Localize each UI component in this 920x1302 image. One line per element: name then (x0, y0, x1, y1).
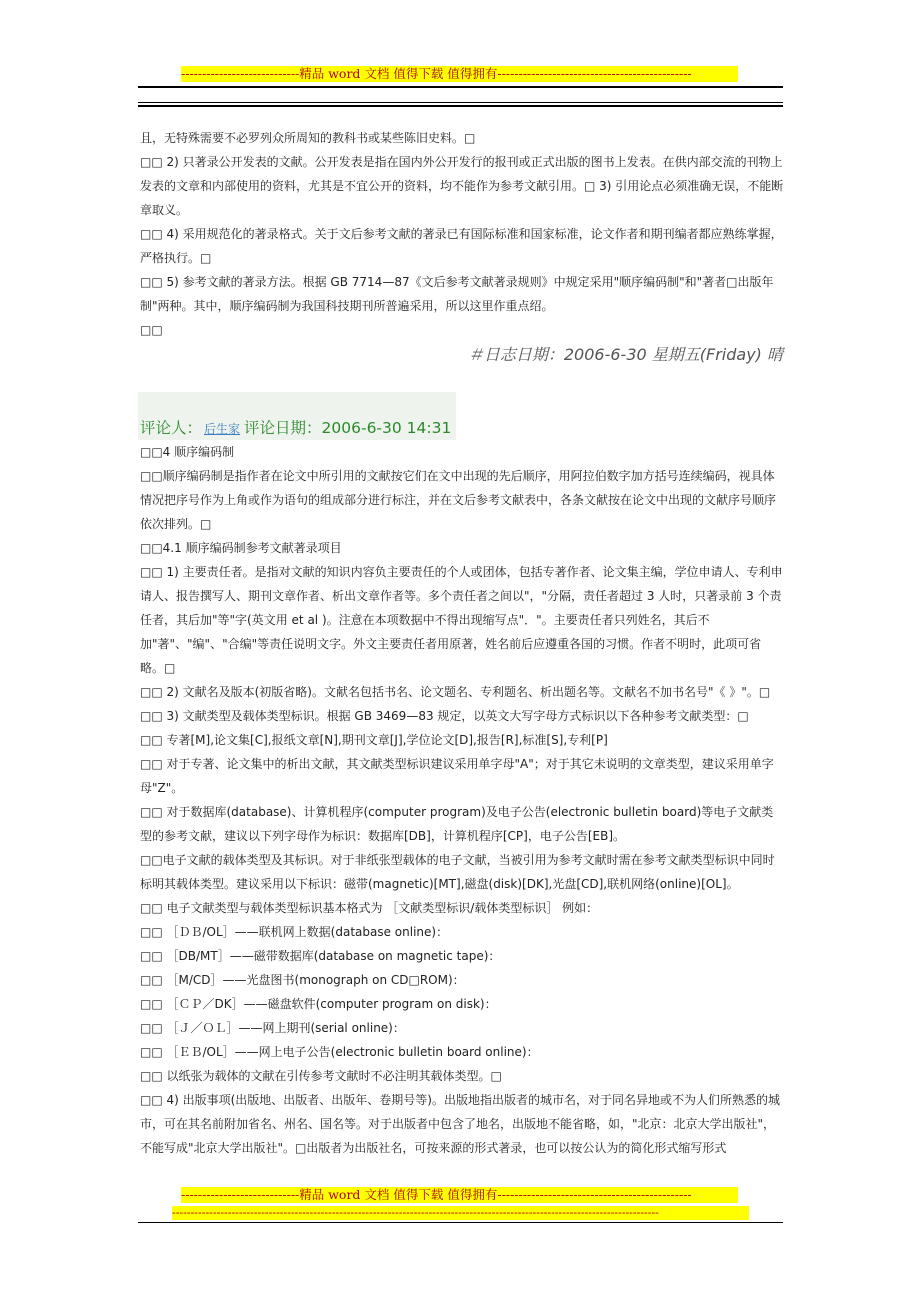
paragraph: □□ 专著[M],论文集[C],报纸文章[N],期刊文章[J],学位论文[D],报告[R],标准[S],专利[P] (140, 733, 608, 747)
paragraph: □□ 电子文献类型与载体类型标识基本格式为 ［文献类型标识/载体类型标识］ 例如： (140, 901, 599, 915)
journal-date: ＃日志日期：2006-6-30 星期五(Friday) 晴 (467, 345, 783, 364)
paragraph: □□ ［ＣＰ／DK］——磁盘软件(computer program on disk)： (140, 997, 497, 1011)
paragraph: □□电子文献的载体类型及其标识。对于非纸张型载体的电子文献，当被引用为参考文献时需在参考文献类型标识中同时标明其载体类型。建议采用以下标识：磁带(magnetic)[MT],磁盘(disk)[DK],光盘[CD],联机网络(online)[OL]。 (140, 853, 775, 891)
paragraph: □□ ［ＤＢ/OL］——联机网上数据(database online)： (140, 925, 449, 939)
comment-author-link[interactable]: 后生家 (204, 422, 241, 436)
paragraph: □□ 2) 只著录公开发表的文献。公开发表是指在国内外公开发行的报刊或正式出版的图书上发表。在供内部交流的刊物上发表的文章和内部使用的资料，尤其是不宜公开的资料，均不能作为参考文献引用。□ 3) 引用论点必须准确无误，不能断章取义。 (140, 155, 784, 217)
paragraph: □□ 对于专著、论文集中的析出文献，其文献类型标识建议采用单字母"A"；对于其它未说明的文章类型，建议采用单字母"Z"。 (140, 757, 774, 795)
paragraph: □□ ［DB/MT］——磁带数据库(database on magnetic tape)： (140, 949, 501, 963)
bottom-banner-dashes: ----------------------------------------------------------------------------------------------------------------------------------- (172, 1206, 749, 1220)
paragraph: □□ 5) 参考文献的著录方法。根据 GB 7714—87《文后参考文献著录规则》中规定采用"顺序编码制"和"著者□出版年制"两种。其中，顺序编码制为我国科技期刊所普遍采用，所以这里作重点绍。 (140, 275, 774, 313)
header-rule-double-2 (138, 105, 783, 107)
header-rule-double-1 (138, 102, 783, 103)
bottom-banner: ----------------------------精品 word 文档 值得下载 值得拥有---------------------------------------------- (181, 1187, 738, 1203)
paragraph: 且，无特殊需要不必罗列众所周知的教科书或某些陈旧史料。□ (140, 131, 476, 145)
paragraph: □□4.1 顺序编码制参考文献著录项目 (140, 541, 342, 555)
paragraph: □□ 对于数据库(database)、计算机程序(computer program)及电子公告(electronic bulletin board)等电子文献类型的参考文献，建议以下列字母作为标识：数据库[DB]，计算机程序[CP]，电子公告[EB]。 (140, 805, 774, 843)
paragraph: □□4 顺序编码制 (140, 445, 235, 459)
paragraph: □□ ［M/CD］——光盘图书(monograph on CD□ROM)： (140, 973, 465, 987)
comment-date: 评论日期：2006-6-30 14:31 (244, 419, 452, 437)
paragraph: □□ ［ＥＢ/OL］——网上电子公告(electronic bulletin board online)： (140, 1045, 539, 1059)
top-banner: ----------------------------精品 word 文档 值得下载 值得拥有---------------------------------------------- (181, 66, 738, 82)
paragraph: □□ 4) 采用规范化的著录格式。关于文后参考文献的著录已有国际标准和国家标准，论文作者和期刊编者都应熟练掌握，严格执行。□ (140, 227, 783, 265)
paragraph: □□ 2) 文献名及版本(初版省略)。文献名包括书名、论文题名、专利题名、析出题名等。文献名不加书名号"《 》"。□ (140, 685, 771, 699)
comment-header (140, 416, 780, 441)
comment-author-label: 评论人： (140, 419, 203, 437)
paragraph: □□ 3) 文献类型及载体类型标识。根据 GB 3469—83 规定，以英文大写字母方式标识以下各种参考文献类型：□ (140, 709, 749, 723)
header-rule-thick (138, 86, 783, 88)
paragraph: □□ 以纸张为载体的文献在引传参考文献时不必注明其载体类型。□ (140, 1069, 502, 1083)
paragraph: □□ (140, 323, 163, 337)
footer-rule (138, 1222, 783, 1223)
paragraph: □□ ［Ｊ／ＯＬ］——网上期刊(serial online)： (140, 1021, 405, 1035)
top-section (140, 126, 785, 342)
paragraph: □□ 1) 主要责任者。是指对文献的知识内容负主要责任的个人或团体，包括专著作者、论文集主编，学位申请人、专利申请人、报告撰写人、期刊文章作者、析出文章作者等。多个责任者之间以"，"分隔，责任者超过 3 人时，只著录前 3 个责任者，其后加"等"字(英文用 et al )。注意在本项数据中不得出现缩写点"．"。主要责任者只列姓名，其后不加"著"、"编"、"合编"等责任说明文字。外文主要责任者用原著，姓名前后应遵重各国的习惯。作者不明时，此项可省略。□ (140, 565, 783, 675)
paragraph: □□ 4) 出版事项(出版地、出版者、出版年、卷期号等)。出版地指出版者的城市名，对于同名异地或不为人们所熟悉的城市，可在其名前附加省名、州名、国名等。对于出版者中包含了地名，出版地不能省略，如，"北京：北京大学出版社"，不能写成"北京大学出版社"。□出版者为出版社名，可按来源的形式著录，也可以按公认为的简化形式缩写形式 (140, 1093, 780, 1155)
paragraph: □□顺序编码制是指作者在论文中所引用的文献按它们在文中出现的先后顺序，用阿拉伯数字加方括号连续编码，视具体情况把序号作为上角或作为语句的组成部分进行标注，并在文后参考文献表中，各条文献按在论文中出现的文献序号顺序依次排列。□ (140, 469, 777, 531)
comment-body (140, 440, 785, 1160)
